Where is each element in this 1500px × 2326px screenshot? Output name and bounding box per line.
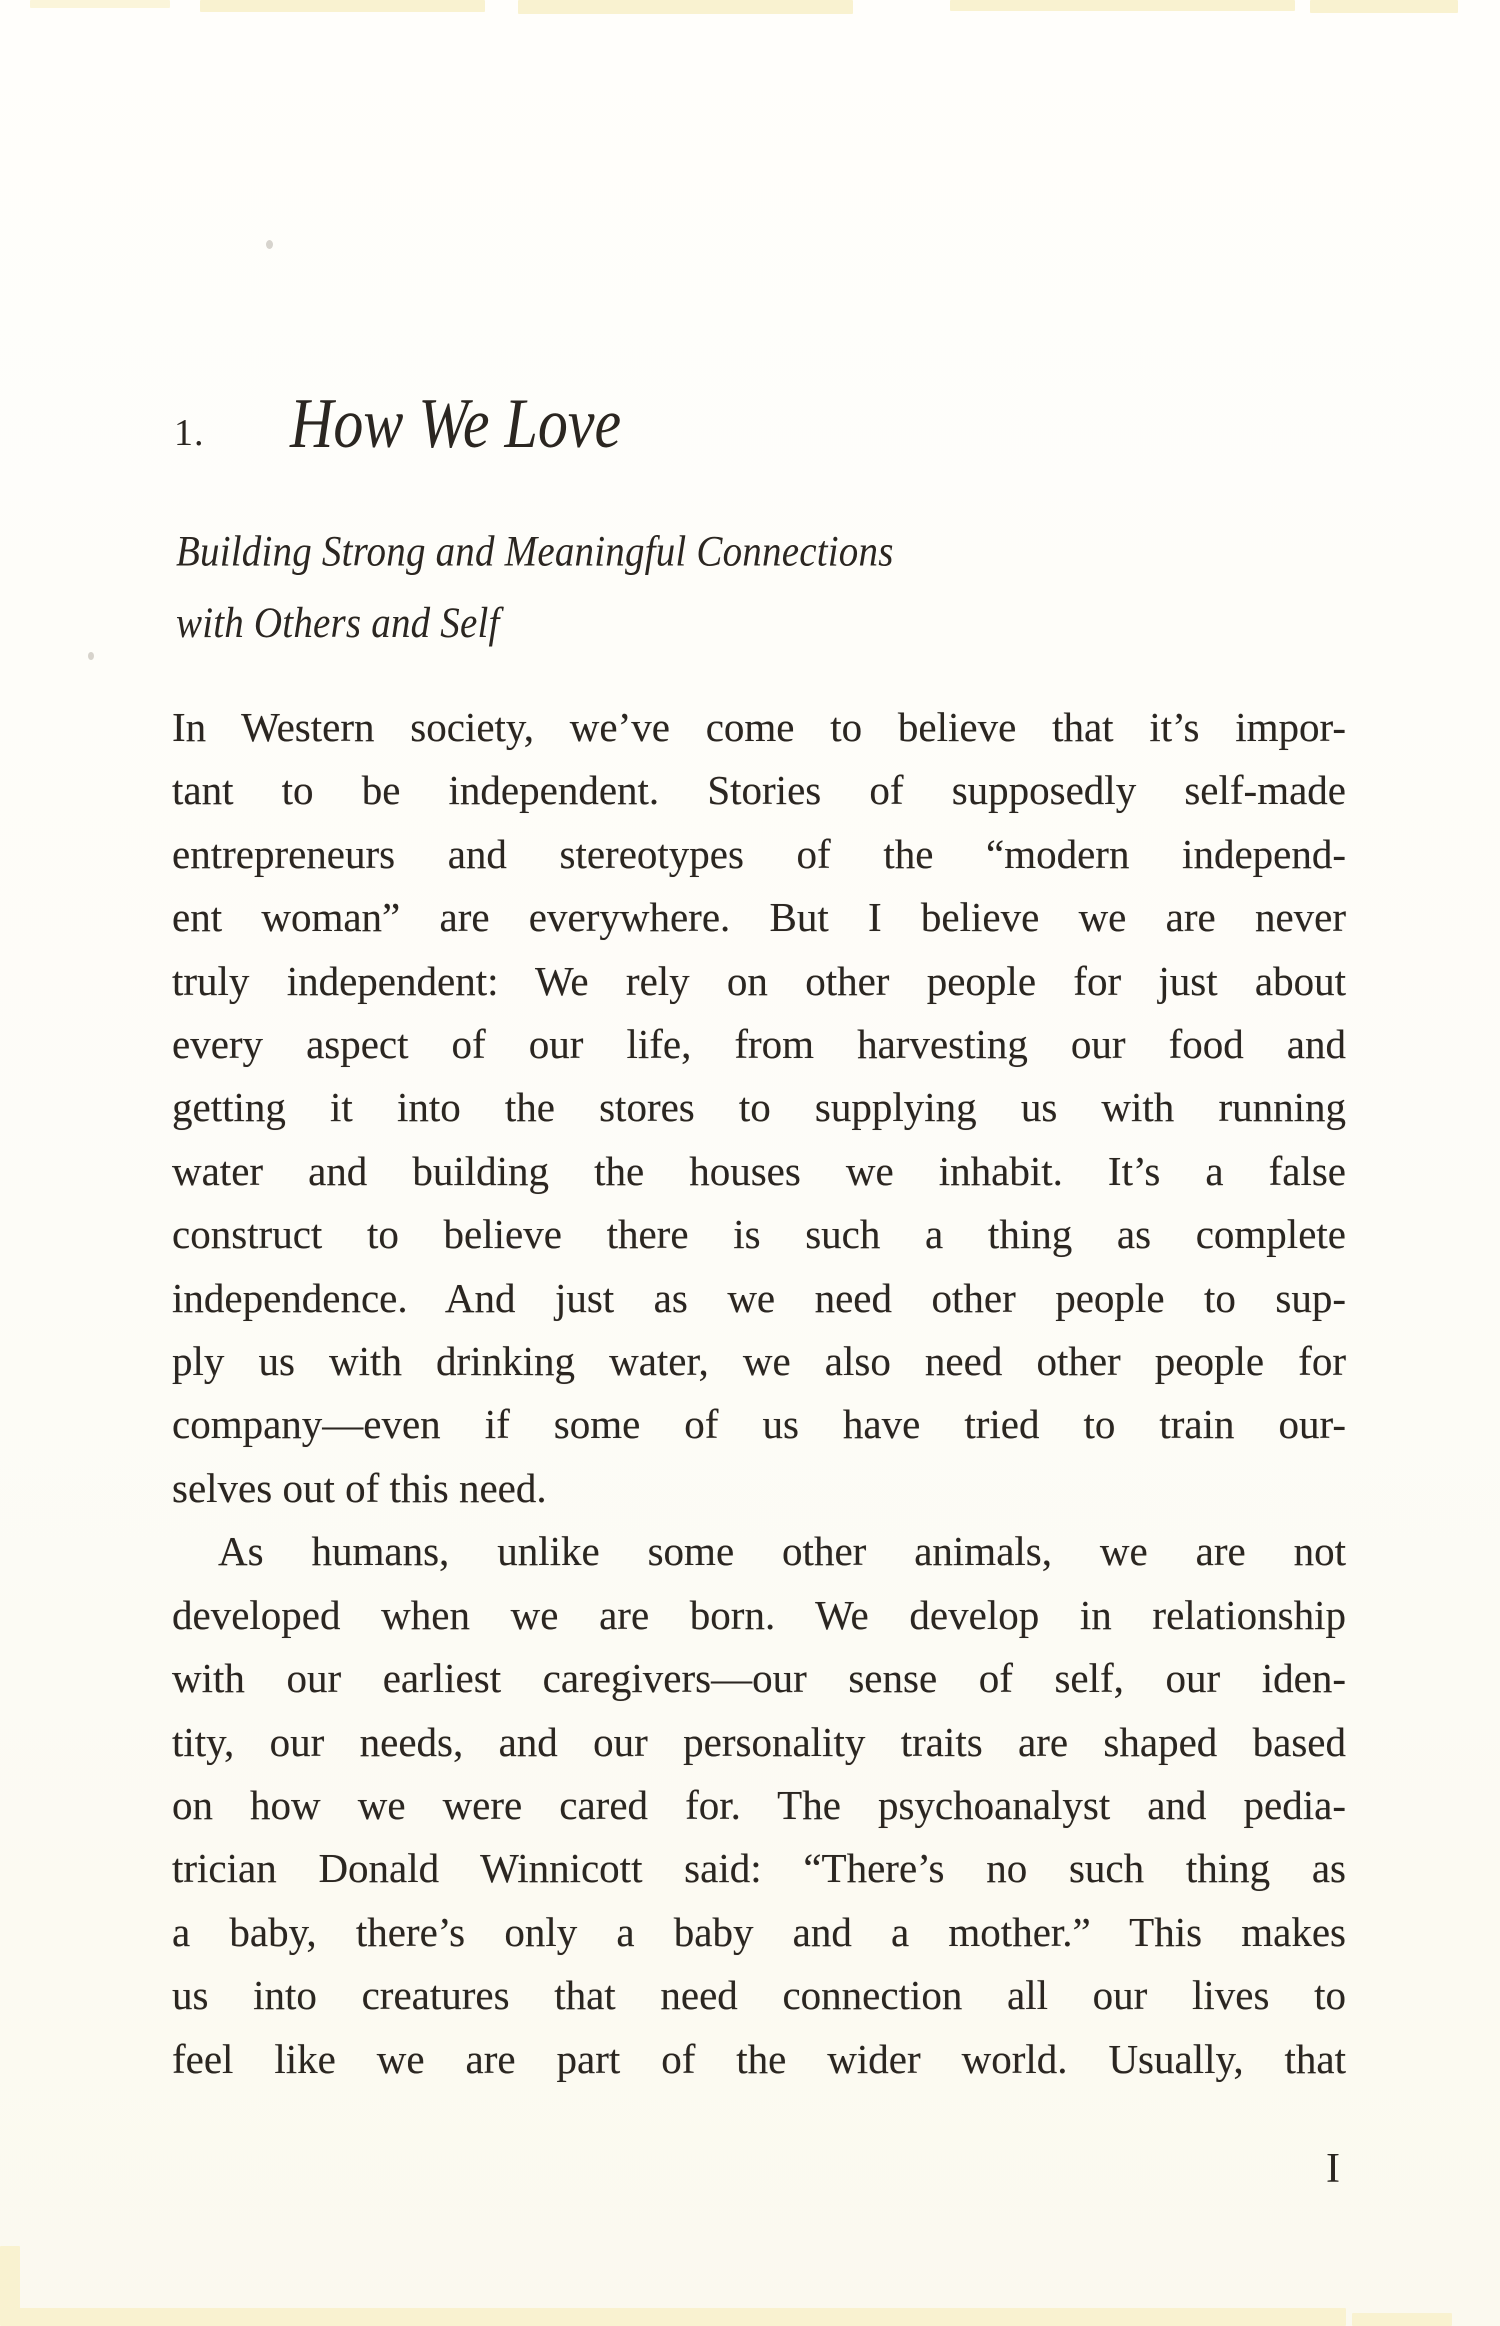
- body-text-line: independence. And just as we need other people to sup-: [172, 1274, 1346, 1321]
- scan-edge-top: [30, 0, 170, 8]
- body-text-line: on how we were cared for. The psychoanalyst and pedia-: [172, 1781, 1346, 1828]
- chapter-subtitle: [176, 516, 894, 659]
- body-text-line: developed when we are born. We develop in relationship: [172, 1591, 1346, 1638]
- body-text-line: getting it into the stores to supplying us with running: [172, 1084, 1346, 1131]
- body-text-line: tity, our needs, and our personality traits are shaped based: [172, 1718, 1346, 1765]
- body-text-line: trician Donald Winnicott said: “There’s no such thing as: [172, 1845, 1346, 1892]
- body-text-line: truly independent: We rely on other people for just about: [172, 957, 1346, 1004]
- body-text-line: selves out of this need.: [172, 1464, 547, 1511]
- scan-edge-top: [950, 0, 1295, 11]
- body-text-line: us into creatures that need connection all our lives to: [172, 1972, 1346, 2019]
- body-text-line: every aspect of our life, from harvesting our food and: [172, 1021, 1346, 1068]
- body-text-line: feel like we are part of the wider world. Usually, that: [172, 2035, 1346, 2082]
- chapter-title: How We Love: [290, 384, 622, 463]
- body-text-line: In Western society, we’ve come to believe that it’s impor-: [172, 704, 1346, 750]
- body-text-line: a baby, there’s only a baby and a mother.” This makes: [172, 1908, 1346, 1955]
- scan-speck: [266, 240, 273, 249]
- subtitle-line: with Others and Self: [176, 598, 500, 648]
- body-text-line: construct to believe there is such a thing as complete: [172, 1211, 1346, 1258]
- scan-edge-corner: [0, 2246, 20, 2326]
- scan-speck: [88, 652, 94, 660]
- scan-edge-top: [518, 0, 853, 14]
- body-text-line: tant to be independent. Stories of supposedly self-made: [172, 767, 1346, 814]
- scan-edge-bottom: [1352, 2313, 1452, 2326]
- body-text-line: As humans, unlike some other animals, we are not: [218, 1528, 1346, 1575]
- scan-edge-top: [1310, 0, 1458, 13]
- scan-edge-top: [200, 0, 485, 12]
- subtitle-line: Building Strong and Meaningful Connections: [176, 527, 894, 576]
- chapter-number: 1.: [174, 412, 205, 454]
- body-text: [172, 696, 1346, 2091]
- body-text-line: ent woman” are everywhere. But I believe we are never: [172, 894, 1346, 941]
- page-number: I: [1326, 2146, 1340, 2192]
- body-text-line: entrepreneurs and stereotypes of the “modern independ-: [172, 830, 1346, 877]
- scan-edge-bottom: [16, 2308, 1346, 2326]
- body-text-line: company—even if some of us have tried to train our-: [172, 1401, 1346, 1448]
- body-text-line: water and building the houses we inhabit. It’s a false: [172, 1147, 1346, 1194]
- body-text-line: ply us with drinking water, we also need other people for: [172, 1338, 1346, 1385]
- body-text-line: with our earliest caregivers—our sense of self, our iden-: [172, 1655, 1346, 1702]
